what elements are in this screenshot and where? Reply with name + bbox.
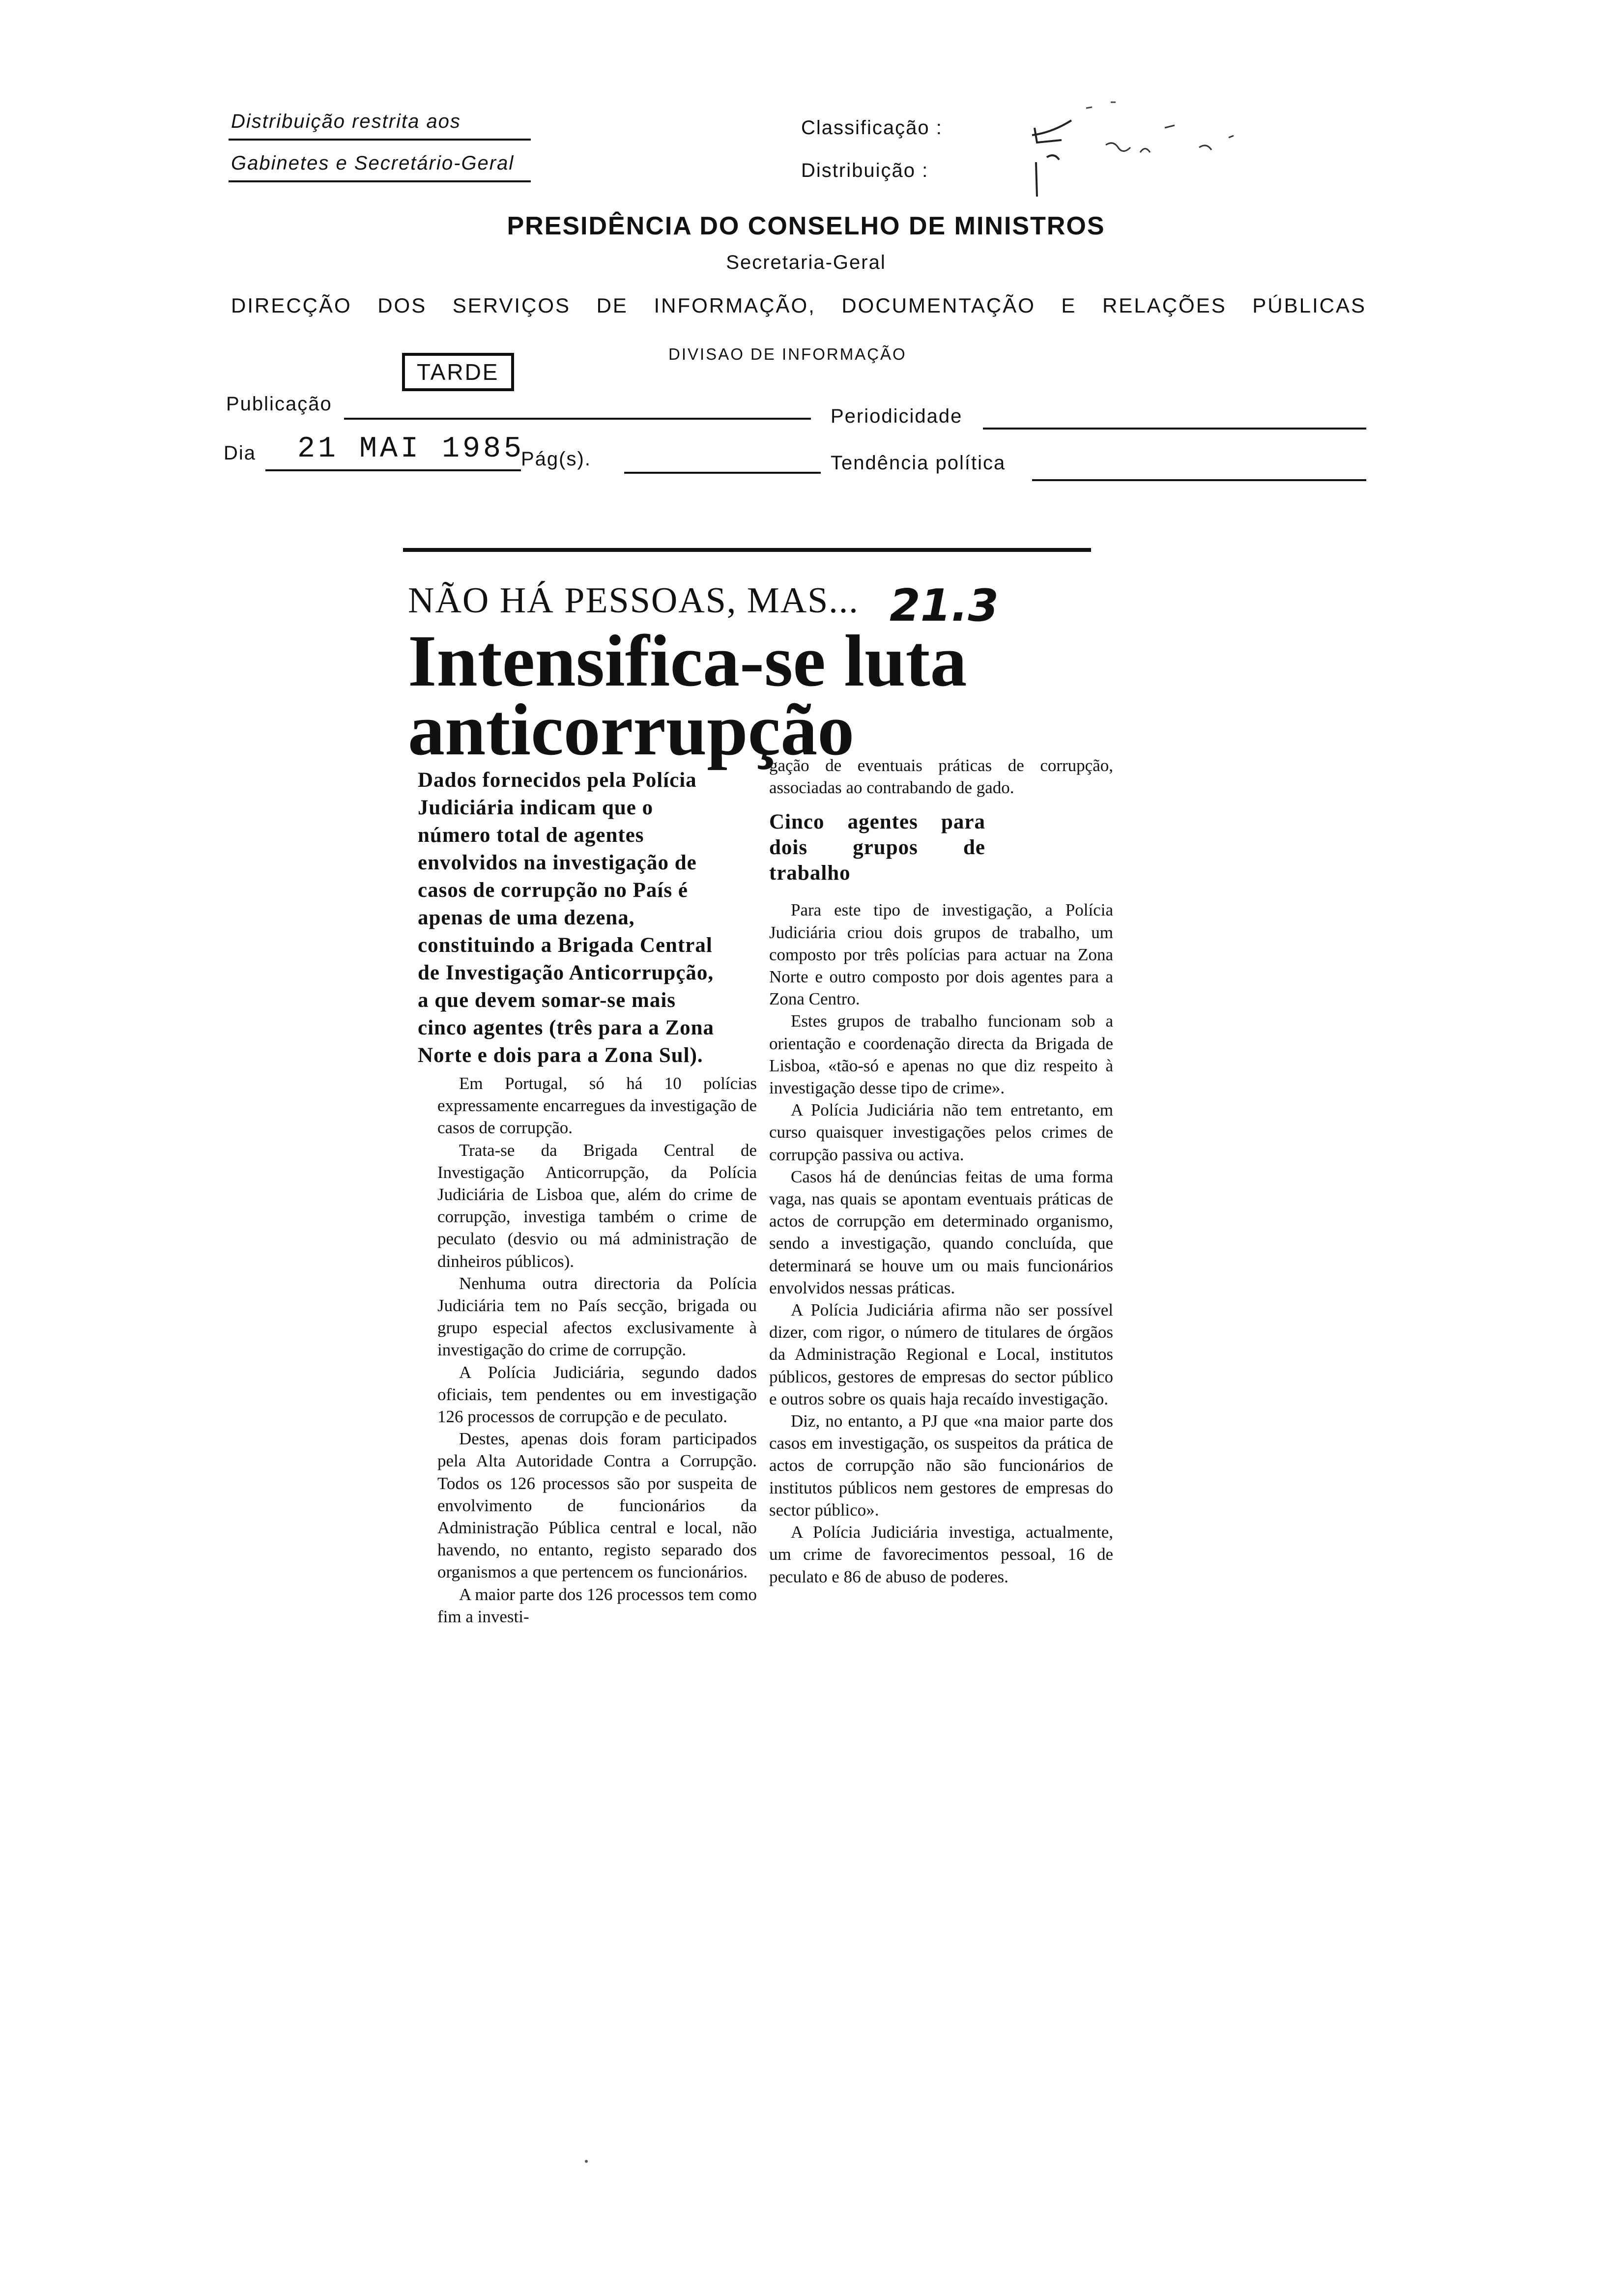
paragraph: A maior parte dos 126 processos tem como fim a investi- bbox=[437, 1584, 757, 1626]
publicacao-label: Publicação bbox=[226, 393, 332, 415]
article-right-column bbox=[769, 754, 1113, 1588]
tendencia-label: Tendência política bbox=[831, 452, 1006, 474]
date-stamp: 21 MAI 1985 bbox=[297, 432, 525, 466]
paragraph: Estes grupos de trabalho funcionam sob a orientação e coordenação directa da Brigada de Lisboa, «tão-só e apenas no que diz respeito à investigação desse tipo de crime». bbox=[769, 1011, 1113, 1098]
classificacao-label: Classificação : bbox=[801, 117, 943, 139]
paragraph-continued: gação de eventuais práticas de corrupção, associadas ao contrabando de gado. bbox=[769, 756, 1113, 798]
direccao-title: DIRECÇÃO DOS SERVIÇOS DE INFORMAÇÃO, DOCUMENTAÇÃO E RELAÇÕES PÚBLICAS bbox=[231, 294, 1366, 317]
article-lead: Dados fornecidos pela Polícia Judiciária indicam que o número total de agentes envolvidos na investigação de casos de corrupção no País é apenas de uma dezena, constituindo a Brigada Central de Investigação Anticorrupção, a que devem somar-se mais cinco agentes (três para a Zona Norte e dois para a Zona Sul). bbox=[418, 769, 715, 1067]
article-subhead: Cinco agentes para dois grupos de trabalho bbox=[769, 810, 985, 885]
divider bbox=[229, 139, 531, 141]
paragraph: Trata-se da Brigada Central de Investigação Anticorrupção, da Polícia Judiciária de Lisboa que, além do crime de corrupção, investiga também o crime de peculato (desvio ou má administração de dinheiros públicos). bbox=[437, 1140, 757, 1271]
handwritten-signature bbox=[993, 98, 1268, 206]
distribution-line-1: Distribuição restrita aos bbox=[231, 111, 461, 132]
paragraph: Nenhuma outra directoria da Polícia Judiciária tem no País secção, brigada ou grupo especial afectos exclusivamente à investigação do crime de corrupção. bbox=[437, 1273, 757, 1360]
paragraph: Para este tipo de investigação, a Polícia Judiciária criou dois grupos de trabalho, um composto por três polícias para actuar na Zona Norte e outro composto por dois agentes para a Zona Centro. bbox=[769, 900, 1113, 1009]
tendencia-line bbox=[1032, 479, 1366, 481]
dia-label: Dia bbox=[224, 442, 257, 464]
publication-stamp: TARDE bbox=[402, 353, 514, 391]
paragraph: A Polícia Judiciária afirma não ser possível dizer, com rigor, o número de titulares de órgãos da Administração Regional e Local, institutos públicos, gestores de empresas do sector público e outros sobre os quais haja recaído investigação. bbox=[769, 1300, 1113, 1408]
pags-label: Pág(s). bbox=[521, 448, 591, 470]
presidencia-title: PRESIDÊNCIA DO CONSELHO DE MINISTROS bbox=[507, 212, 1105, 240]
paragraph: A Polícia Judiciária, segundo dados oficiais, tem pendentes ou em investigação 126 processos de corrupção e de peculato. bbox=[437, 1362, 757, 1427]
handwritten-note: 21.3 bbox=[890, 580, 999, 631]
periodicidade-line bbox=[983, 428, 1366, 430]
dia-line bbox=[265, 469, 521, 471]
article-kicker: NÃO HÁ PESSOAS, MAS... bbox=[408, 580, 859, 621]
paragraph: Destes, apenas dois foram participados pela Alta Autoridade Contra a Corrupção. Todos os 126 processos são por suspeita de envolvimento de funcionários da Administração Pública central e local, não havendo, no entanto, registo separado dos organismos a que pertencem os funcionários. bbox=[437, 1429, 757, 1582]
distribuicao-label: Distribuição : bbox=[801, 160, 929, 181]
divisao-title: DIVISAO DE INFORMAÇÃO bbox=[668, 345, 907, 363]
publicacao-line bbox=[344, 418, 811, 420]
paragraph: Em Portugal, só há 10 polícias expressamente encarregues da investigação de casos de corrupção. bbox=[437, 1074, 757, 1138]
paragraph: Diz, no entanto, a PJ que «na maior parte dos casos em investigação, os suspeitos da prática de actos de corrupção não são funcionários de institutos públicos nem gestores de empresas do sector público». bbox=[769, 1411, 1113, 1520]
article-headline-1: Intensifica-se luta bbox=[408, 620, 967, 702]
paragraph: A Polícia Judiciária investiga, actualmente, um crime de favorecimentos pessoal, 16 de peculato e 86 de abuso de poderes. bbox=[769, 1522, 1113, 1586]
paragraph: Casos há de denúncias feitas de uma forma vaga, nas quais se apontam eventuais práticas de actos de corrupção em determinado organismo, sendo a investigação, quando concluída, que determinará se houve um ou mais funcionários envolvidos nessas práticas. bbox=[769, 1167, 1113, 1297]
pags-line bbox=[624, 472, 821, 474]
paragraph: A Polícia Judiciária não tem entretanto, em curso quaisquer investigações pelos crimes de corrupção passiva ou activa. bbox=[769, 1100, 1113, 1164]
clipping-top-rule bbox=[403, 548, 1091, 552]
article-left-column bbox=[418, 767, 757, 1628]
speck bbox=[585, 2160, 588, 2163]
distribution-line-2: Gabinetes e Secretário-Geral bbox=[231, 152, 515, 174]
divider bbox=[229, 180, 531, 182]
periodicidade-label: Periodicidade bbox=[831, 405, 963, 427]
secretaria-title: Secretaria-Geral bbox=[726, 252, 886, 273]
article-headline-2: anticorrupção bbox=[408, 689, 855, 771]
